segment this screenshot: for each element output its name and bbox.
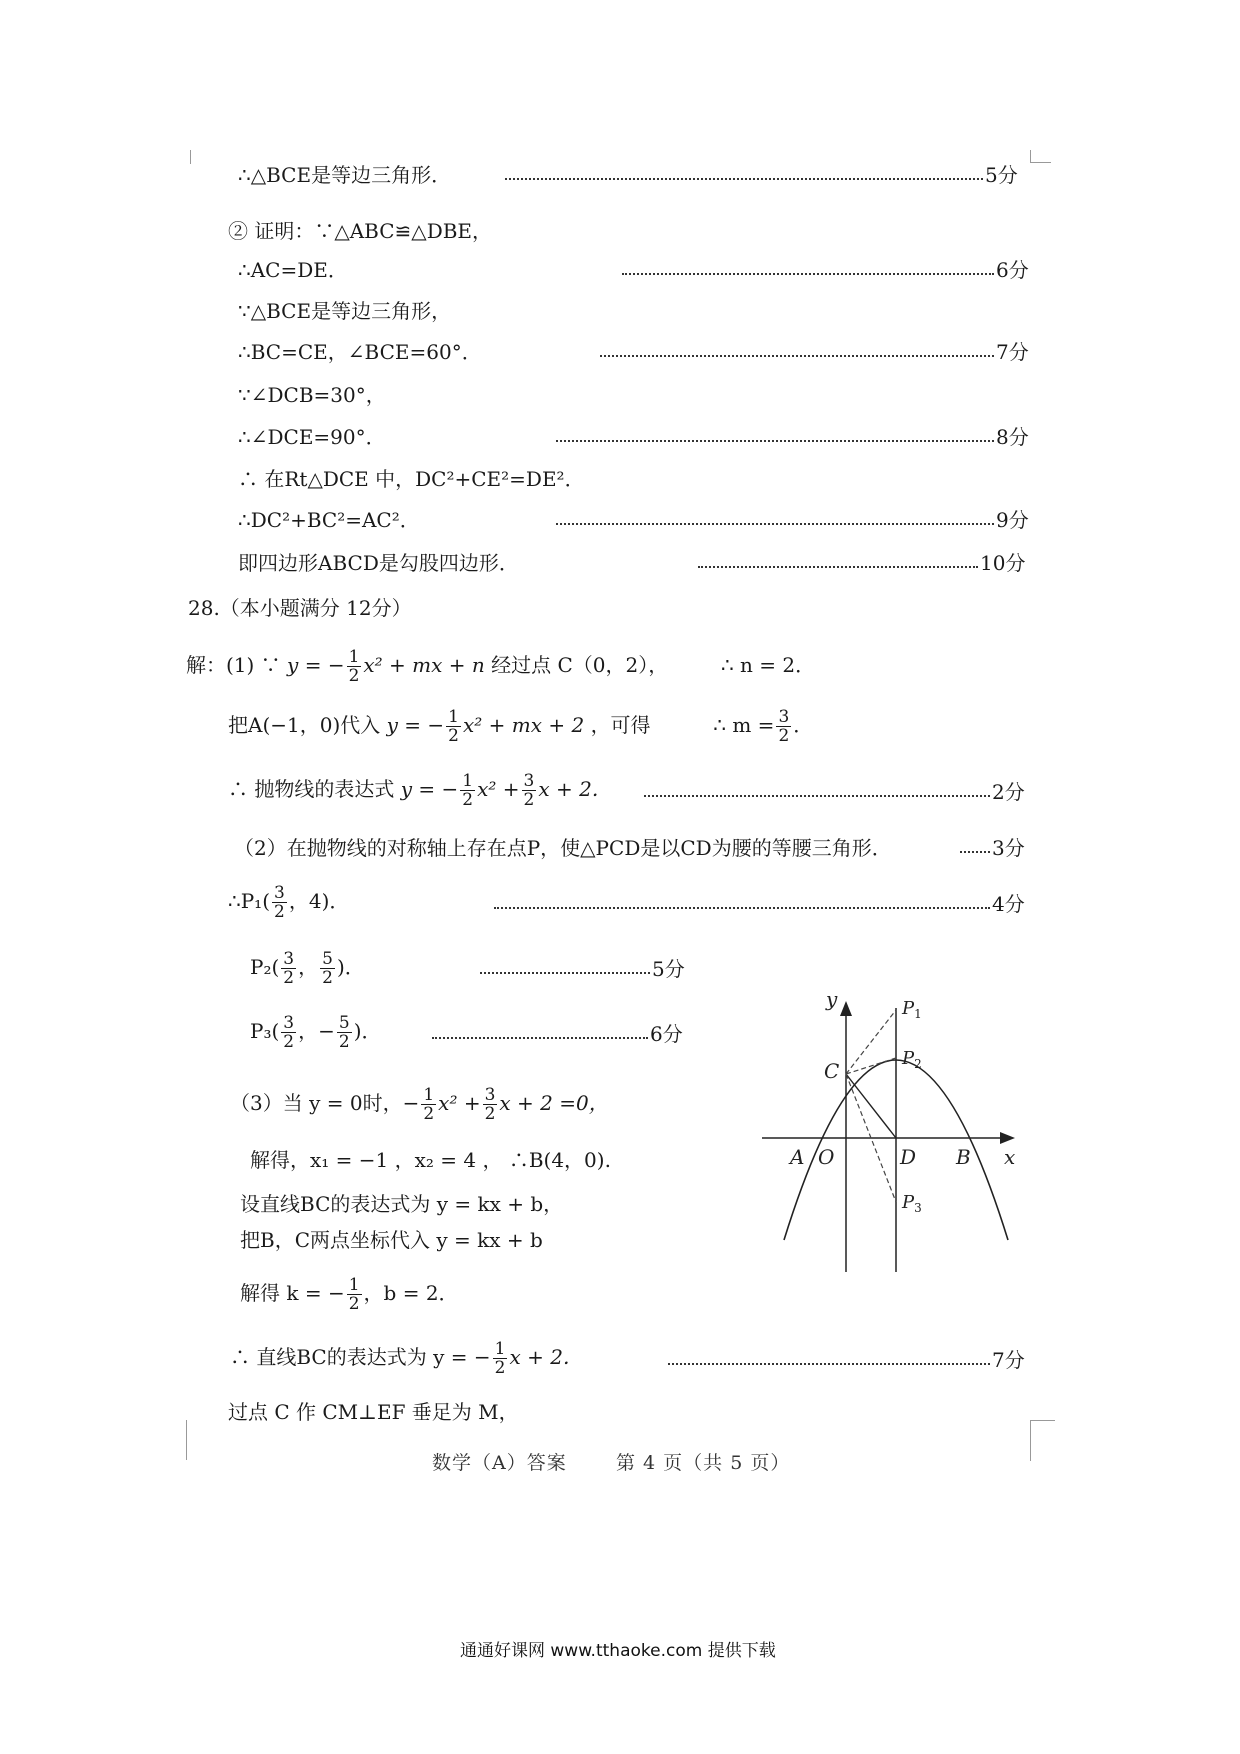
footer-subject: 数学（A）答案 [432, 1452, 567, 1474]
score-leader-9 [556, 506, 1029, 534]
part3-when-y0: （3）当 y = 0时，− [230, 1091, 420, 1115]
fraction-half-bc: $\frac{1}{2}$ [494, 1339, 506, 1378]
formula-y3: y = − [400, 777, 459, 801]
formula-y3-end: x + 2． [538, 777, 612, 801]
proof-line-8: ∴ 在Rt△DCE 中，DC²+CE²=DE²． [238, 467, 585, 491]
score-7b: 7分 [992, 1348, 1025, 1372]
proof-line-10: 即四边形ABCD是勾股四边形． [238, 551, 519, 575]
score-leader-10 [698, 549, 1025, 577]
score-4: 4分 [992, 892, 1025, 916]
score-leader-4 [494, 890, 1025, 918]
p2-line [250, 950, 365, 987]
part3-line-3: 设直线BC的表达式为 y = kx + b， [240, 1192, 564, 1216]
proof-line-9: ∴DC²+BC²=AC²． [238, 508, 420, 532]
label-P2: $P_2$ [902, 1048, 922, 1071]
corner-mark-top-right [1030, 150, 1051, 163]
dashed-cp1 [846, 1010, 896, 1074]
score-3: 3分 [992, 836, 1025, 860]
score-8: 8分 [996, 425, 1029, 449]
label-C: C [824, 1059, 840, 1083]
parabola-graph [760, 990, 1020, 1280]
line-bc-expr-text: ∴ 直线BC的表达式为 y = − [230, 1345, 491, 1369]
fraction-half-3: $\frac{1}{2}$ [462, 771, 474, 810]
fraction-five-halves-p2: $\frac{5}{2}$ [322, 949, 333, 988]
formula-y1-rest: x² + mx + n [363, 653, 485, 677]
score-6b: 6分 [650, 1022, 683, 1046]
score-leader-5b [480, 955, 685, 983]
score-leader-7b [668, 1346, 1025, 1374]
footer-page-number: 第 4 页（共 5 页） [616, 1452, 791, 1474]
formula-y3-mid: x² + [477, 777, 520, 801]
label-D: D [900, 1145, 917, 1169]
part2-line: （2）在抛物线的对称轴上存在点P，使△PCD是以CD为腰的等腰三角形． [234, 836, 892, 860]
score-leader-6 [622, 256, 1029, 284]
corner-mark-bottom-right [1030, 1420, 1055, 1461]
part1-intro: 解：(1) ∵ [186, 653, 281, 677]
part3-line-5 [240, 1276, 459, 1313]
score-5b: 5分 [652, 957, 685, 981]
fraction-three-halves-2: $\frac{3}{2}$ [523, 771, 535, 810]
part1-line-1 [186, 648, 815, 685]
score-leader-7 [600, 338, 1029, 366]
part3-line-2: 解得，x₁ = −1 ，x₂ = 4 ， ∴B(4，0). [250, 1148, 611, 1172]
fraction-five-halves-p3: $\frac{5}{2}$ [338, 1013, 350, 1052]
m-value-text: ∴ m = [713, 713, 775, 737]
p2-comma: ， [298, 955, 319, 979]
proof-line-2: ② 证明：∵△ABC≌△DBE， [228, 219, 493, 243]
part3-mid: x² + [438, 1091, 481, 1115]
formula-y2: y = − [386, 713, 445, 737]
score-leader-3 [960, 834, 1025, 862]
p3-rest: )． [353, 1019, 382, 1043]
label-A: A [790, 1145, 805, 1169]
fraction-half: $\frac{1}{2}$ [348, 647, 360, 686]
substitute-text: 把A(−1，0)代入 [228, 713, 381, 737]
label-P1: $P_1$ [902, 998, 922, 1021]
p2-rest: )． [336, 955, 365, 979]
proof-line-5: ∴BC=CE，∠BCE=60°． [238, 340, 482, 364]
part3-line-6 [230, 1340, 583, 1377]
score-leader-8 [556, 423, 1029, 451]
score-leader-6b [432, 1020, 683, 1048]
b-value-text: ，b = 2． [363, 1281, 459, 1305]
score-2: 2分 [992, 780, 1025, 804]
part1-line-2: 把A(−1，0)代入 y = − $\frac{1}{2}$ x² + mx + 2 ，可得 ∴ m = $\frac{3}{2}$ ． [228, 707, 814, 746]
label-y: y [826, 990, 838, 1011]
proof-line-1: ∴△BCE是等边三角形． [238, 163, 452, 187]
part3-line-1 [230, 1086, 609, 1123]
p3-line [250, 1014, 382, 1051]
score-5: 5分 [985, 163, 1018, 187]
formula-y2-rest: x² + mx + 2 [462, 713, 585, 737]
fraction-half-part3: $\frac{1}{2}$ [423, 1085, 435, 1124]
can-get-text: ，可得 [590, 713, 651, 737]
fraction-half-k: $\frac{1}{2}$ [348, 1275, 360, 1314]
fraction-three-halves: $\frac{3}{2}$ [778, 707, 790, 746]
formula-y1: y = − [287, 653, 345, 677]
score-leader-2 [644, 778, 1025, 806]
label-B: B [956, 1145, 971, 1169]
proof-line-3: ∴AC=DE． [238, 258, 348, 282]
p1-rest: ，4)． [288, 889, 350, 913]
line-bc-expr-end: x + 2． [509, 1345, 583, 1369]
fraction-half-2: $\frac{1}{2}$ [448, 707, 459, 746]
part3-line-7: 过点 C 作 CM⊥EF 垂足为 M， [228, 1400, 519, 1424]
parabola-expr-text: ∴ 抛物线的表达式 [228, 777, 395, 801]
segment-cd [846, 1074, 896, 1138]
fraction-three-halves-p3: $\frac{3}{2}$ [283, 1013, 295, 1052]
fraction-three-halves-p1: $\frac{3}{2}$ [274, 883, 285, 922]
p2-label: P₂( [250, 955, 280, 979]
part1-n-value: ∴ n = 2． [720, 653, 816, 677]
score-6: 6分 [996, 258, 1029, 282]
p3-comma: ，− [298, 1019, 335, 1043]
problem-28-header: 28.（本小题满分 12分） [188, 596, 412, 620]
download-source-note: 通通好课网 www.tthaoke.com 提供下载 [460, 1641, 776, 1661]
fraction-three-halves-p2: $\frac{3}{2}$ [283, 949, 295, 988]
p3-label: P₃( [250, 1019, 280, 1043]
proof-line-4: ∵△BCE是等边三角形， [238, 299, 452, 323]
corner-mark-bottom-left [186, 1420, 189, 1460]
p1-line [228, 884, 349, 921]
p1-label: ∴P₁( [228, 889, 271, 913]
label-x: x [1004, 1145, 1016, 1169]
proof-line-7: ∴∠DCE=90°． [238, 425, 386, 449]
part1-line-3 [228, 772, 612, 809]
proof-line-6: ∵∠DCB=30°， [238, 383, 386, 407]
k-value-text: 解得 k = − [240, 1281, 345, 1305]
score-9: 9分 [996, 508, 1029, 532]
corner-mark-top-left [190, 150, 193, 164]
score-7: 7分 [996, 340, 1029, 364]
score-leader-5 [505, 161, 1018, 189]
label-P3: $P_3$ [902, 1192, 922, 1215]
part1-passes-through: 经过点 C（0，2）， [491, 653, 669, 677]
dashed-cp2 [846, 1058, 896, 1074]
score-10: 10分 [980, 551, 1026, 575]
part3-end: x + 2 =0， [499, 1091, 609, 1115]
part3-line-4: 把B，C两点坐标代入 y = kx + b [240, 1228, 543, 1252]
fraction-three-halves-part3: $\frac{3}{2}$ [484, 1085, 496, 1124]
label-O: O [818, 1145, 835, 1169]
